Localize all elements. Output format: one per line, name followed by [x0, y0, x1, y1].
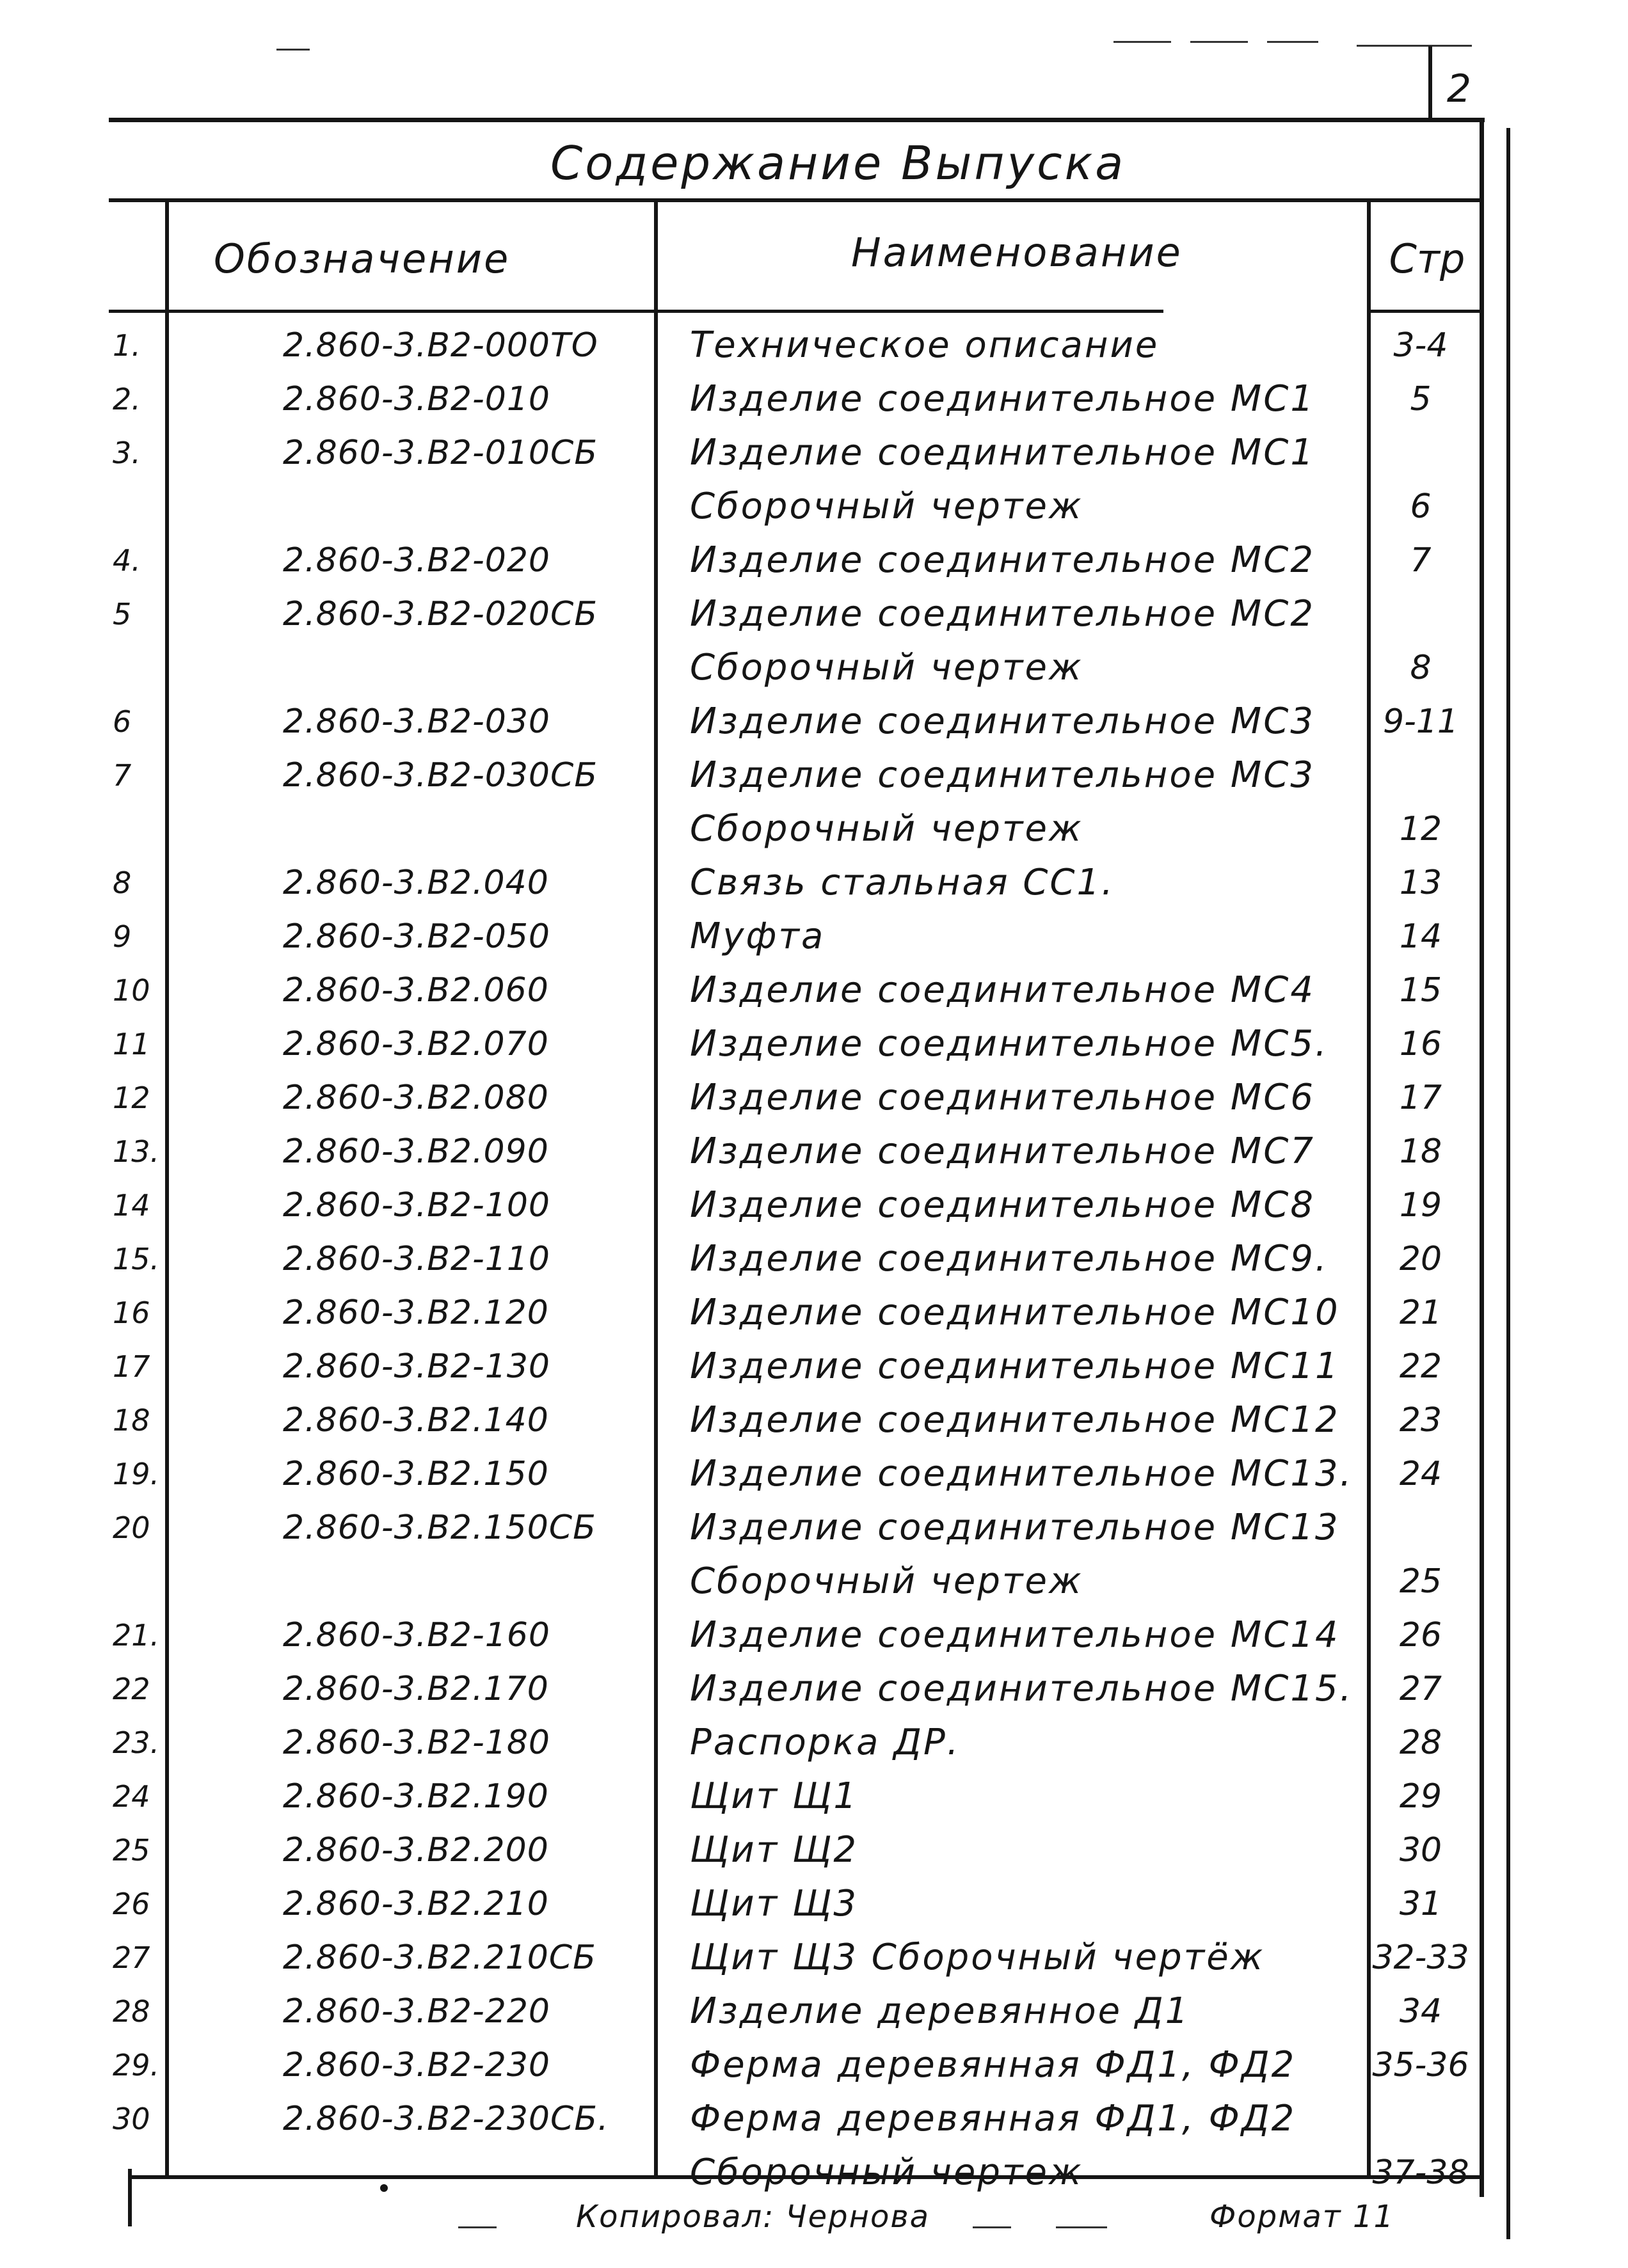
- row-designation: 2.860-3.В2-010СБ: [283, 434, 598, 472]
- row-designation: 2.860-3.В2.040: [283, 864, 549, 902]
- table-row: [0, 427, 1628, 479]
- table-row: [0, 1610, 1628, 1661]
- table-row: [0, 1072, 1628, 1123]
- table-row: [0, 320, 1628, 371]
- row-page: 9-11: [1382, 702, 1458, 741]
- row-designation: 2.860-3.В2.080: [283, 1079, 549, 1117]
- row-designation: 2.860-3.В2-230: [283, 2046, 551, 2084]
- row-name: Связь стальная СС1.: [690, 862, 1115, 903]
- table-row: [0, 1180, 1628, 1231]
- row-name: Ферма деревянная ФД1, ФД2: [690, 2098, 1297, 2139]
- scan-mark: [1190, 41, 1248, 43]
- table-row: [0, 589, 1628, 640]
- table-row: [0, 1287, 1628, 1338]
- row-designation: 2.860-3.В2-180: [283, 1724, 551, 1762]
- column-header-name: Наименование: [851, 229, 1183, 276]
- table-row: [0, 750, 1628, 801]
- table-row: [0, 804, 1628, 855]
- table-row: [0, 1233, 1628, 1285]
- row-page: 5: [1410, 380, 1432, 418]
- row-name: Муфта: [690, 916, 826, 957]
- row-number: 16: [113, 1296, 150, 1330]
- row-designation: 2.860-3.В2-110: [283, 1240, 551, 1278]
- row-page: 34: [1399, 1992, 1442, 2031]
- row-designation: 2.860-3.В2-020СБ: [283, 595, 598, 633]
- row-designation: 2.860-3.В2.120: [283, 1294, 549, 1332]
- table-row: [0, 965, 1628, 1016]
- row-number: 21.: [113, 1618, 160, 1653]
- row-name: Изделие соединительное МС3: [690, 701, 1315, 742]
- table-row: [0, 1126, 1628, 1177]
- footer-format: Формат 11: [1209, 2199, 1395, 2235]
- table-row: [0, 1395, 1628, 1446]
- row-number: 5: [113, 597, 132, 631]
- row-page: 35-36: [1372, 2046, 1469, 2084]
- row-page: 21: [1399, 1294, 1442, 1332]
- row-name: Изделие соединительное МС12: [690, 1399, 1340, 1441]
- row-name: Щит Щ3: [690, 1883, 858, 1924]
- column-header-designation: Обозначение: [214, 235, 511, 282]
- row-page: 15: [1399, 971, 1442, 1010]
- row-number: 9: [113, 919, 132, 954]
- row-number: 25: [113, 1833, 150, 1868]
- table-row: [0, 2147, 1628, 2198]
- table-row: [0, 2093, 1628, 2145]
- row-name: Изделие соединительное МС10: [690, 1292, 1340, 1333]
- row-number: 1.: [113, 328, 141, 363]
- footer-dash: [1056, 2226, 1107, 2228]
- row-name: Изделие соединительное МС15.: [690, 1668, 1353, 1709]
- row-designation: 2.860-3.В2-160: [283, 1616, 551, 1654]
- footer-dash: [973, 2226, 1011, 2228]
- row-name: Изделие соединительное МС6: [690, 1077, 1315, 1118]
- scan-mark: [1113, 41, 1171, 43]
- row-page: 20: [1399, 1240, 1442, 1278]
- row-designation: 2.860-3.В2.190: [283, 1777, 549, 1816]
- row-name: Сборочный чертеж: [690, 808, 1083, 850]
- row-designation: 2.860-3.В2-030: [283, 702, 551, 741]
- table-row: [0, 2040, 1628, 2091]
- row-number: 8: [113, 866, 132, 900]
- row-page: 18: [1399, 1132, 1442, 1171]
- table-row: [0, 1986, 1628, 2037]
- table-top-border: [109, 118, 1485, 122]
- row-number: 28: [113, 1994, 150, 2029]
- row-page: 7: [1410, 541, 1432, 580]
- row-number: 7: [113, 758, 132, 793]
- row-number: 6: [113, 704, 132, 739]
- row-page: 14: [1399, 917, 1442, 956]
- row-designation: 2.860-3.В2.170: [283, 1670, 549, 1708]
- row-number: 20: [113, 1511, 150, 1545]
- header-bottom-border: [109, 310, 1163, 313]
- row-name: Изделие соединительное МС9.: [690, 1238, 1329, 1280]
- row-name: Ферма деревянная ФД1, ФД2: [690, 2044, 1297, 2086]
- footer-copied-by: Копировал: Чернова: [576, 2199, 930, 2235]
- table-row: [0, 1825, 1628, 1876]
- row-designation: 2.860-3.В2-030СБ: [283, 756, 598, 795]
- row-page: 24: [1399, 1455, 1442, 1493]
- table-row: [0, 1019, 1628, 1070]
- row-number: 12: [113, 1081, 150, 1115]
- table-row: [0, 1448, 1628, 1500]
- row-name: Изделие соединительное МС1: [690, 432, 1315, 473]
- row-page: 28: [1399, 1724, 1442, 1762]
- row-number: 3.: [113, 436, 141, 470]
- row-name: Изделие соединительное МС4: [690, 969, 1315, 1011]
- row-designation: 2.860-3.В2-020: [283, 541, 551, 580]
- table-row: [0, 1932, 1628, 1983]
- table-row: [0, 911, 1628, 962]
- row-page: 25: [1399, 1562, 1442, 1601]
- row-designation: 2.860-3.В2.070: [283, 1025, 549, 1063]
- row-name: Изделие соединительное МС8: [690, 1184, 1315, 1226]
- row-designation: 2.860-3.В2-220: [283, 1992, 551, 2031]
- scan-mark: [1357, 45, 1472, 47]
- row-page: 3-4: [1393, 326, 1448, 365]
- row-page: 19: [1399, 1186, 1442, 1225]
- header-bottom-border-right: [1369, 310, 1482, 313]
- row-page: 26: [1399, 1616, 1442, 1654]
- row-name: Изделие соединительное МС3: [690, 754, 1315, 796]
- row-page: 27: [1399, 1670, 1442, 1708]
- row-number: 30: [113, 2102, 150, 2136]
- table-row: [0, 696, 1628, 747]
- row-page: 16: [1399, 1025, 1442, 1063]
- table-row: [0, 642, 1628, 694]
- table-row: [0, 1663, 1628, 1715]
- table-row: [0, 535, 1628, 586]
- row-designation: 2.860-3.В2-010: [283, 380, 551, 418]
- row-name: Изделие соединительное МС2: [690, 593, 1315, 635]
- row-name: Сборочный чертеж: [690, 486, 1083, 527]
- row-page: 30: [1399, 1831, 1442, 1869]
- row-page: 37-38: [1372, 2153, 1469, 2192]
- row-number: 11: [113, 1027, 150, 1061]
- row-page: 12: [1399, 810, 1442, 848]
- table-row: [0, 1878, 1628, 1930]
- footer-dash: [458, 2226, 497, 2228]
- table-row: [0, 1556, 1628, 1607]
- row-page: 8: [1410, 649, 1432, 687]
- row-designation: 2.860-3.В2.150СБ: [283, 1509, 596, 1547]
- row-number: 24: [113, 1779, 150, 1814]
- row-number: 27: [113, 1940, 150, 1975]
- row-designation: 2.860-3.В2-100: [283, 1186, 551, 1225]
- row-page: 17: [1399, 1079, 1442, 1117]
- row-name: Распорка ДР.: [690, 1722, 961, 1763]
- row-page: 32-33: [1372, 1939, 1469, 1977]
- row-number: 10: [113, 973, 150, 1008]
- row-number: 18: [113, 1403, 150, 1438]
- row-number: 17: [113, 1349, 150, 1384]
- row-page: 31: [1399, 1885, 1442, 1923]
- row-designation: 2.860-3.В2.060: [283, 971, 549, 1010]
- title-bottom-border: [109, 198, 1482, 202]
- row-number: 4.: [113, 543, 141, 578]
- row-name: Изделие деревянное Д1: [690, 1990, 1190, 2032]
- row-designation: 2.860-3.В2.090: [283, 1132, 549, 1171]
- row-name: Изделие соединительное МС13.: [690, 1453, 1353, 1495]
- table-row: [0, 374, 1628, 425]
- row-number: 14: [113, 1188, 150, 1223]
- row-designation: 2.860-3.В2-130: [283, 1347, 551, 1386]
- scan-mark: [276, 49, 310, 51]
- row-name: Изделие соединительное МС11: [690, 1345, 1340, 1387]
- row-page: 13: [1399, 864, 1442, 902]
- row-page: 22: [1399, 1347, 1442, 1386]
- document-title: Содержание Выпуска: [550, 136, 1126, 190]
- row-name: Изделие соединительное МС2: [690, 539, 1315, 581]
- row-number: 26: [113, 1887, 150, 1921]
- row-name: Сборочный чертеж: [690, 2152, 1083, 2193]
- row-designation: 2.860-3.В2.210: [283, 1885, 549, 1923]
- row-name: Изделие соединительное МС14: [690, 1614, 1340, 1656]
- table-row: [0, 857, 1628, 908]
- column-header-page: Стр: [1389, 235, 1465, 282]
- row-designation: 2.860-3.В2.210СБ: [283, 1939, 596, 1977]
- row-name: Щит Щ1: [690, 1775, 858, 1817]
- row-number: 2.: [113, 382, 141, 416]
- row-number: 13.: [113, 1134, 160, 1169]
- row-page: 29: [1399, 1777, 1442, 1816]
- row-page: 6: [1410, 488, 1432, 526]
- row-name: Изделие соединительное МС7: [690, 1130, 1315, 1172]
- row-designation: 2.860-3.В2.150: [283, 1455, 549, 1493]
- row-name: Техническое описание: [690, 324, 1160, 366]
- row-name: Щит Щ3 Сборочный чертёж: [690, 1937, 1265, 1978]
- row-name: Изделие соединительное МС13: [690, 1507, 1340, 1548]
- scan-mark: [1267, 41, 1318, 43]
- row-number: 23.: [113, 1725, 160, 1760]
- table-row: [0, 1502, 1628, 1553]
- sheet-number: 2: [1446, 67, 1472, 111]
- row-number: 22: [113, 1672, 150, 1706]
- table-row: [0, 1771, 1628, 1822]
- row-name: Изделие соединительное МС1: [690, 378, 1315, 420]
- row-designation: 2.860-3.В2.200: [283, 1831, 549, 1869]
- row-designation: 2.860-3.В2.140: [283, 1401, 549, 1439]
- sheet-number-box-border: [1428, 46, 1432, 122]
- row-designation: 2.860-3.В2-050: [283, 917, 551, 956]
- table-row: [0, 1341, 1628, 1392]
- row-designation: 2.860-3.В2-230СБ.: [283, 2100, 609, 2138]
- row-page: 23: [1399, 1401, 1442, 1439]
- row-name: Изделие соединительное МС5.: [690, 1023, 1329, 1065]
- row-name: Сборочный чертеж: [690, 647, 1083, 688]
- table-row: [0, 1717, 1628, 1768]
- row-name: Сборочный чертеж: [690, 1560, 1083, 1602]
- row-number: 15.: [113, 1242, 160, 1276]
- table-row: [0, 481, 1628, 532]
- row-name: Щит Щ2: [690, 1829, 858, 1871]
- row-designation: 2.860-3.В2-000ТО: [283, 326, 598, 365]
- row-number: 19.: [113, 1457, 160, 1491]
- row-number: 29.: [113, 2048, 160, 2082]
